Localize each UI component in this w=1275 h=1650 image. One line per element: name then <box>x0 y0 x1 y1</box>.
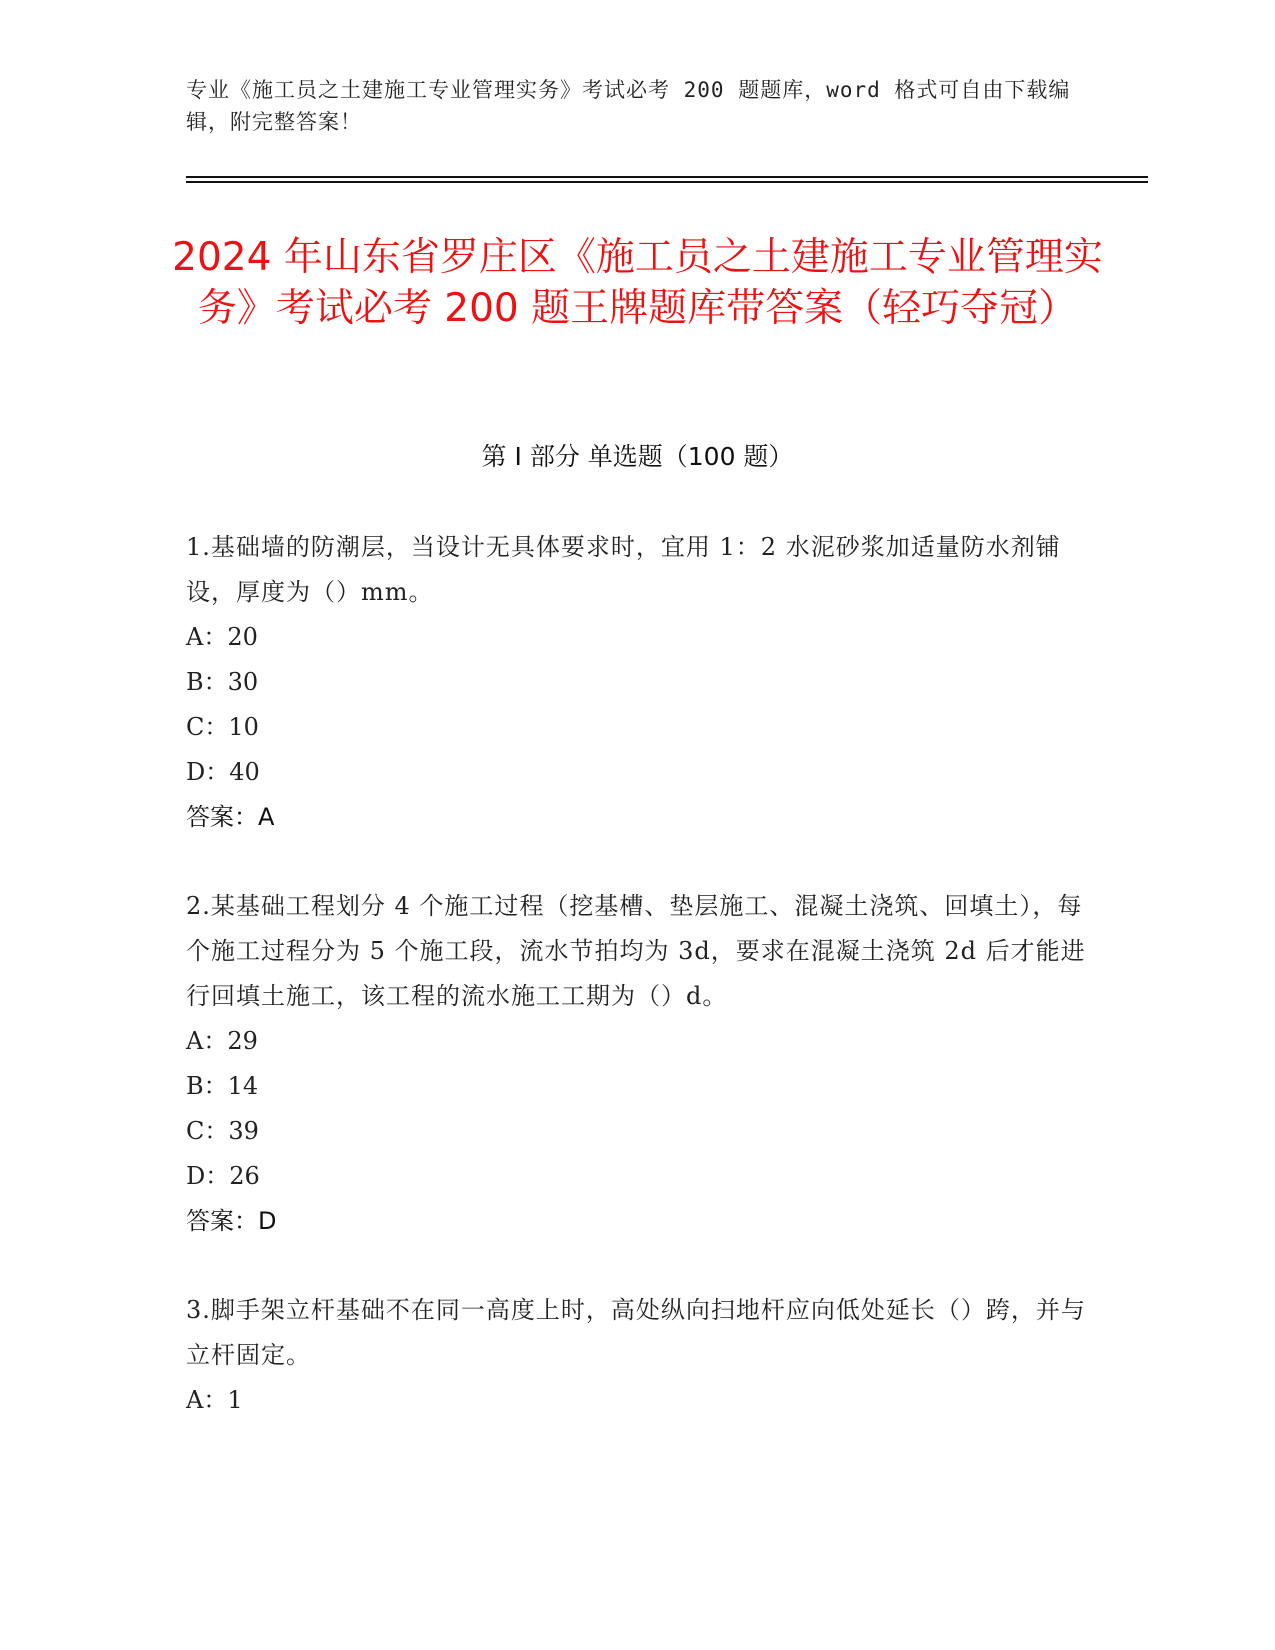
question-text: 3.脚手架立杆基础不在同一高度上时，高处纵向扫地杆应向低处延长（）跨，并与立杆固定。 <box>186 1296 1086 1369</box>
document-title: 2024 年山东省罗庄区《施工员之土建施工专业管理实务》考试必考 200 题王牌题库带答案（轻巧夺冠） <box>172 235 1103 331</box>
question-text: 2.某基础工程划分 4 个施工过程（挖基槽、垫层施工、混凝土浇筑、回填土），每个施工过程分为 5 个施工段，流水节拍均为 3d，要求在混凝土浇筑 2d 后才能进行回填土施工，该工程的流水施工工期为（）d。 <box>186 892 1086 1010</box>
question-2 <box>186 884 1086 1244</box>
option-c: C：39 <box>186 1117 259 1145</box>
option-a: A：29 <box>186 1027 258 1055</box>
option-c: C：10 <box>186 713 259 741</box>
option-b: B：14 <box>186 1072 259 1100</box>
answer: 答案：D <box>186 1207 277 1235</box>
question-text: 1.基础墙的防潮层，当设计无具体要求时，宜用 1：2 水泥砂浆加适量防水剂铺设，厚度为（）mm。 <box>186 533 1061 606</box>
option-a: A：1 <box>186 1386 243 1414</box>
header-rule-top <box>186 176 1148 178</box>
option-d: D：40 <box>186 758 260 786</box>
question-list <box>186 525 1086 1467</box>
option-b: B：30 <box>186 668 259 696</box>
option-a: A：20 <box>186 623 258 651</box>
header-rule-bottom <box>186 181 1148 183</box>
section-title: 第 I 部分 单选题（100 题） <box>481 442 794 471</box>
question-1 <box>186 525 1086 840</box>
header-note: 专业《施工员之土建施工专业管理实务》考试必考 200 题题库，word 格式可自由下载编辑，附完整答案！ <box>186 78 1071 134</box>
option-d: D：26 <box>186 1162 260 1190</box>
answer: 答案：A <box>186 803 275 831</box>
question-3 <box>186 1288 1086 1423</box>
